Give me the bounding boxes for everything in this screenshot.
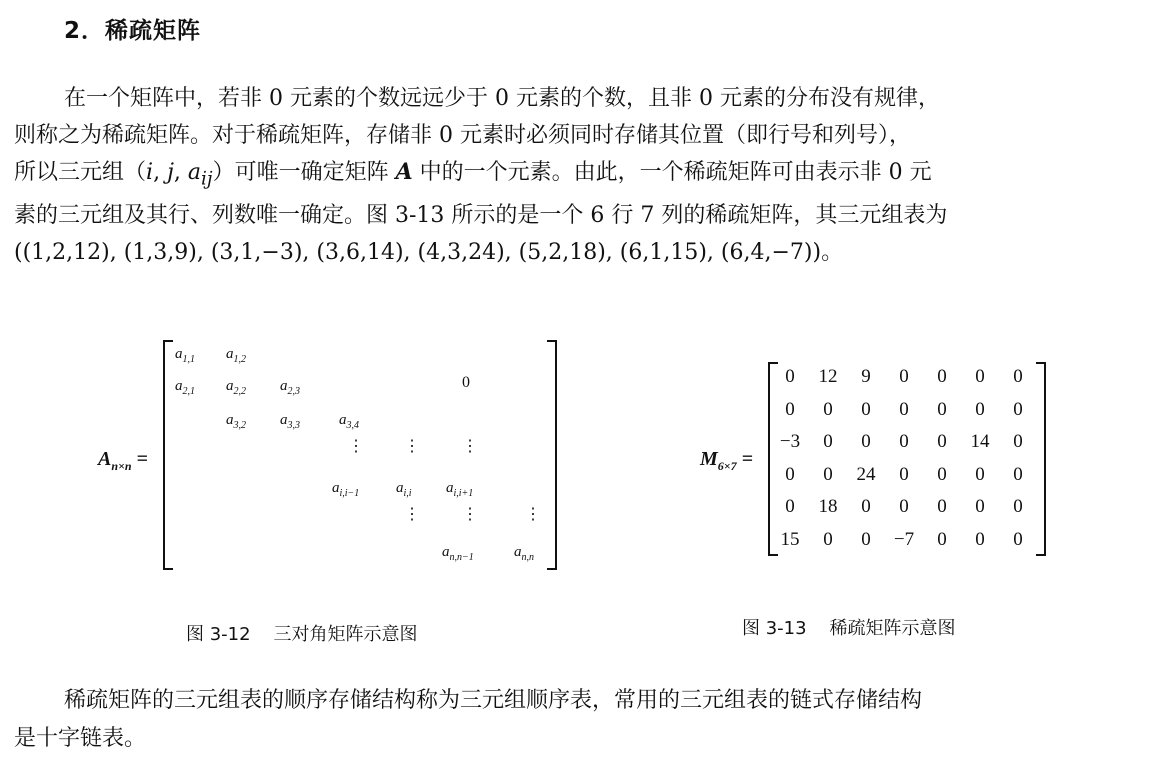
right-bracket (1036, 362, 1046, 556)
matrix-cell: 0 (937, 463, 947, 485)
paragraph-line-1: 稀疏矩阵的三元组表的顺序存储结构称为三元组顺序表，常用的三元组表的链式存储结构 (64, 688, 923, 713)
matrix-entry: $a_{2,1}$ (175, 378, 195, 397)
matrix-cell: 0 (975, 366, 985, 387)
matrix-cell: 0 (1013, 496, 1023, 517)
matrix-entry: $a_{3,2}$ (226, 412, 246, 431)
left-bracket (768, 362, 778, 556)
vertical-ellipsis: ⋮ (404, 506, 420, 523)
matrix-cell: 0 (785, 463, 795, 485)
separator: , (173, 160, 188, 185)
var-i: i (146, 160, 154, 185)
matrix-cell: 0 (1013, 398, 1023, 420)
matrix-cell: 24 (856, 463, 876, 485)
matrix-cell: 0 (975, 496, 985, 517)
matrix-entry: $a_{n,n}$ (514, 544, 534, 563)
separator: , (153, 160, 168, 185)
matrix-cell: 0 (899, 431, 909, 452)
matrix-label-M (700, 448, 753, 474)
paragraph-line-1: 在一个矩阵中，若非 0 元素的个数远远少于 0 元素的个数，且非 0 元素的分布没有规律， (64, 86, 940, 111)
text-span: 所以三元组（ (14, 160, 147, 185)
matrix-cell: 0 (785, 398, 795, 420)
equals-sign: = (736, 448, 754, 470)
zero-region-label: 0 (462, 374, 470, 391)
vertical-ellipsis: ⋮ (462, 438, 478, 455)
matrix-cell: 0 (823, 463, 833, 485)
matrix-cell: 0 (785, 496, 795, 517)
matrix-cell: 0 (861, 496, 871, 517)
matrix-entry: $a_{2,3}$ (280, 378, 300, 397)
matrix-cell: 0 (899, 366, 909, 387)
text-span: 中的一个元素。由此，一个稀疏矩阵可由表示非 0 元 (412, 160, 932, 185)
matrix-cell: 0 (937, 398, 947, 420)
equals-sign: = (131, 448, 148, 470)
matrix-cell: 9 (861, 366, 871, 387)
var-A: A (395, 159, 413, 185)
matrix-cell: 12 (818, 366, 838, 387)
matrix-cell: −3 (779, 431, 801, 452)
matrix-cell: 14 (970, 431, 990, 452)
paragraph-line-2: 是十字链表。 (14, 726, 147, 751)
section-title: 2．稀疏矩阵 (64, 18, 202, 44)
matrix-entry: $a_{3,4}$ (339, 412, 359, 431)
matrix-cell: 18 (818, 496, 838, 517)
matrix-entry: $a_{n,n-1}$ (442, 544, 474, 563)
matrix-cell: 0 (975, 463, 985, 485)
figure-caption-3-12: 图 3-12 三对角矩阵示意图 (186, 624, 418, 645)
matrix-cell: 0 (1013, 366, 1023, 387)
label-subscript: n×n (111, 459, 132, 473)
vertical-ellipsis: ⋮ (462, 506, 478, 523)
var-j: j (167, 160, 174, 185)
matrix-entry: $a_{2,2}$ (226, 378, 246, 397)
matrix-entry: $a_{i,i+1}$ (446, 480, 474, 499)
label-main: M (700, 448, 718, 470)
matrix-cell: 0 (823, 528, 833, 550)
matrix-cell: 0 (937, 431, 947, 452)
matrix-cell: 0 (937, 496, 947, 517)
label-main: A (98, 448, 112, 470)
vertical-ellipsis: ⋮ (348, 438, 364, 455)
paragraph-line-2: 则称之为稀疏矩阵。对于稀疏矩阵，存储非 0 元素时必须同时存储其位置（即行号和列号）， (14, 123, 911, 148)
matrix-cell: 0 (899, 398, 909, 420)
closing-paragraph (14, 682, 1138, 758)
matrix-entry: $a_{1,1}$ (175, 346, 195, 365)
vertical-ellipsis: ⋮ (525, 506, 541, 523)
matrix-cell: 15 (780, 528, 800, 550)
matrix-cell: 0 (785, 366, 795, 387)
matrix-cell: 0 (899, 463, 909, 485)
matrix-cell: 0 (861, 431, 871, 452)
matrix-entry: $a_{i,i}$ (396, 480, 412, 499)
matrix-entry: $a_{1,2}$ (226, 346, 246, 365)
matrix-cell: −7 (893, 528, 915, 550)
matrix-cell: 0 (861, 528, 871, 550)
matrix-cell: 0 (861, 398, 871, 420)
matrix-cell: 0 (975, 398, 985, 420)
matrix-cell: 0 (937, 366, 947, 387)
paragraph-line-5: ((1,2,12), (1,3,9), (3,1,−3), (3,6,14), (4,3,24), (5,2,18), (6,1,15), (6,4,−7))。 (14, 240, 844, 266)
matrix-cell: 0 (975, 528, 985, 550)
vertical-ellipsis: ⋮ (404, 438, 420, 455)
matrix-cell: 0 (899, 496, 909, 517)
var-a-subscript: ij (201, 168, 213, 190)
matrix-cell: 0 (1013, 431, 1023, 452)
matrix-cell: 0 (823, 431, 833, 452)
matrix-entry: $a_{3,3}$ (280, 412, 300, 431)
matrix-cell: 0 (823, 398, 833, 420)
label-subscript: 6×7 (717, 459, 737, 473)
matrix-cell: 0 (937, 528, 947, 550)
var-a: a (187, 160, 202, 185)
matrix-cell: 0 (1013, 463, 1023, 485)
figure-caption-3-13: 图 3-13 稀疏矩阵示意图 (742, 618, 956, 639)
matrix-cell: 0 (1013, 528, 1023, 550)
matrix-entry: $a_{i,i-1}$ (332, 480, 360, 499)
text-span: ）可唯一确定矩阵 (212, 160, 396, 185)
paragraph-line-4: 素的三元组及其行、列数唯一确定。图 3-13 所示的是一个 6 行 7 列的稀疏矩阵，其三元组表为 (14, 203, 948, 229)
